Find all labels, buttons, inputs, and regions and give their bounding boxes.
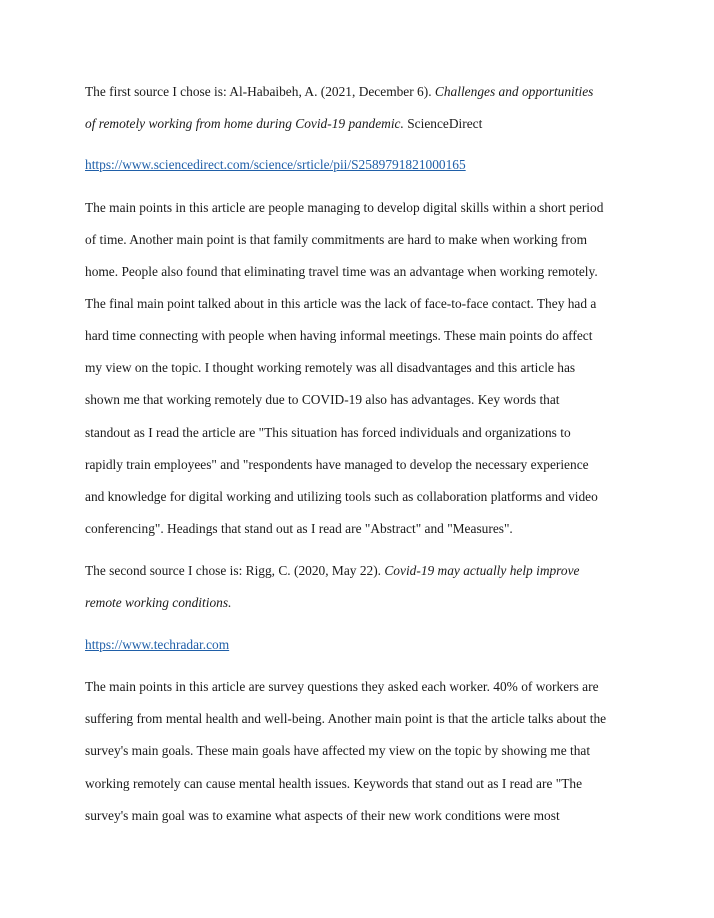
source1-citation-line2 <box>85 115 482 133</box>
source1-summary-line: The final main point talked about in this article was the lack of face-to-face contact. They had a <box>85 296 597 311</box>
source1-summary-line: rapidly train employees" and "respondents have managed to develop the necessary experience <box>85 457 589 472</box>
source2-title-part2: remote working conditions. <box>85 595 232 610</box>
source1-summary-line: hard time connecting with people when having informal meetings. These main points do affect <box>85 328 593 343</box>
source1-summary-line: home. People also found that eliminating travel time was an advantage when working remotely. <box>85 264 598 279</box>
source2-summary-line: The main points in this article are survey questions they asked each worker. 40% of workers are <box>85 679 599 694</box>
source1-summary-line: and knowledge for digital working and utilizing tools such as collaboration platforms and video <box>85 489 598 504</box>
source1-publisher: ScienceDirect <box>403 116 483 131</box>
source2-summary-line: survey's main goals. These main goals have affected my view on the topic by showing me that <box>85 743 591 758</box>
source1-intro: The first source I chose is: Al-Habaibeh, A. (2021, December 6). <box>85 84 435 99</box>
source1-summary-line: my view on the topic. I thought working remotely was all disadvantages and this article has <box>85 360 576 375</box>
source2-summary-line: working remotely can cause mental health issues. Keywords that stand out as I read are "The <box>85 776 583 791</box>
source1-link-line <box>85 156 466 174</box>
source1-summary-line: The main points in this article are people managing to develop digital skills within a short period <box>85 200 604 215</box>
source1-citation-line1 <box>85 83 593 101</box>
source1-summary-line: standout as I read the article are "This situation has forced individuals and organizations to <box>85 425 571 440</box>
source2-link[interactable]: https://www.techradar.com <box>85 637 230 652</box>
source2-link-line <box>85 636 229 654</box>
source1-title-part1: Challenges and opportunities <box>434 84 594 99</box>
source2-citation-line1 <box>85 562 579 580</box>
source2-summary-line: survey's main goal was to examine what aspects of their new work conditions were most <box>85 808 560 823</box>
source1-title-part2: of remotely working from home during Covid-19 pandemic. <box>85 116 404 131</box>
source1-summary-line: shown me that working remotely due to COVID-19 also has advantages. Key words that <box>85 392 560 407</box>
source1-summary-line: conferencing". Headings that stand out as I read are "Abstract" and "Measures". <box>85 521 513 536</box>
source2-citation-line2 <box>85 594 231 612</box>
source2-intro: The second source I chose is: Rigg, C. (2020, May 22). <box>85 563 385 578</box>
source2-title-part1: Covid-19 may actually help improve <box>384 563 580 578</box>
source2-summary-line: suffering from mental health and well-being. Another main point is that the article talks about the <box>85 711 607 726</box>
source1-link[interactable]: https://www.sciencedirect.com/science/srticle/pii/S2589791821000165 <box>85 157 466 172</box>
source1-summary-line: of time. Another main point is that family commitments are hard to make when working from <box>85 232 588 247</box>
